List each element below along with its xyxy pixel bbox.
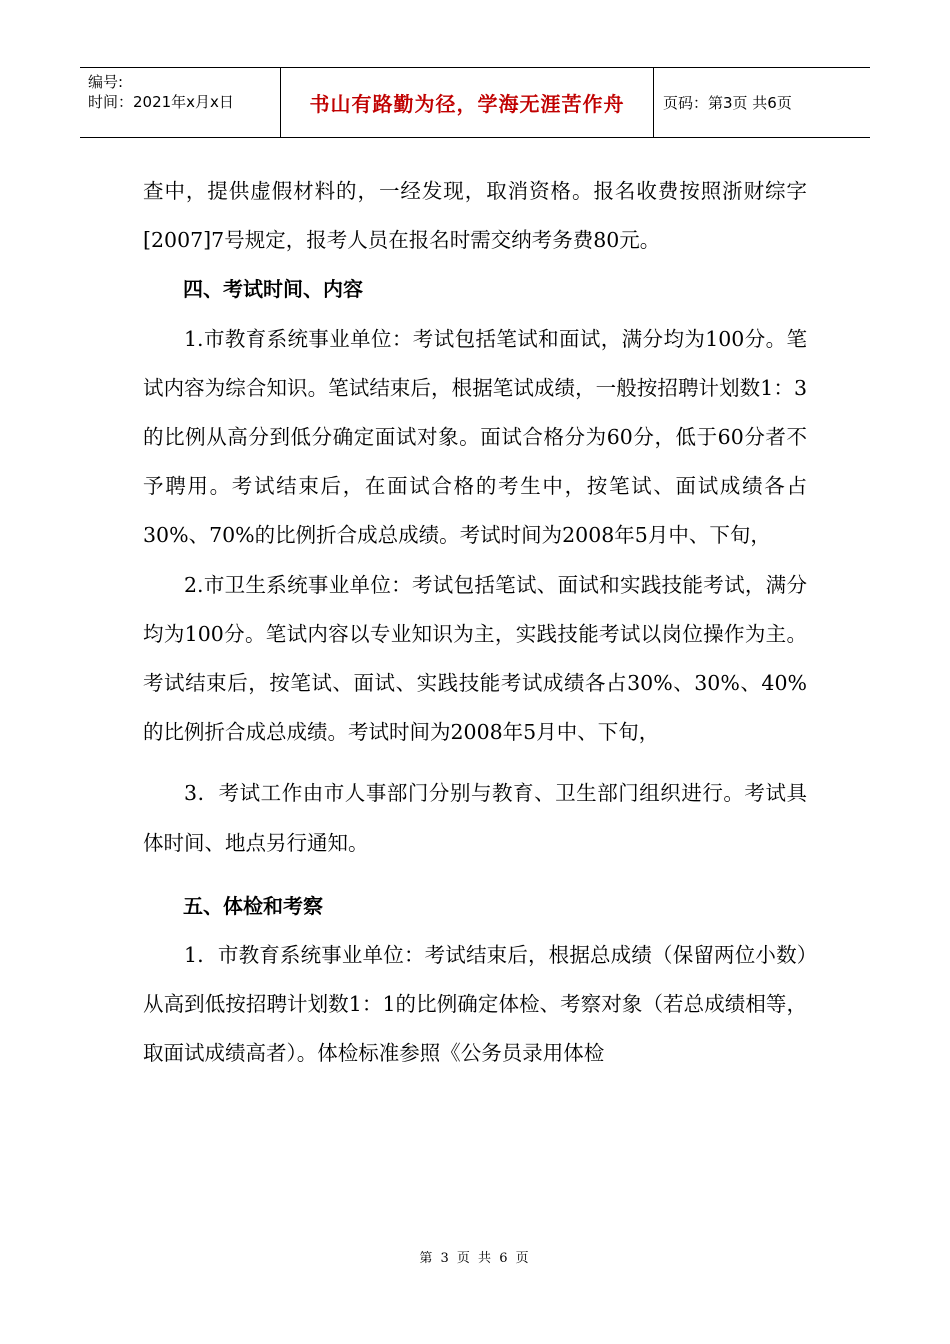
document-date: 时间：2021年x月x日 — [88, 93, 234, 111]
header-left-cell — [80, 68, 281, 137]
page-header — [80, 67, 870, 138]
paragraph-education-physical: 1．市教育系统事业单位：考试结束后，根据总成绩（保留两位小数）从高到低按招聘计划数1：1的比例确定体检、考察对象（若总成绩相等，取面试成绩高者）。体检标准参照《公务员录用体检 — [143, 943, 807, 1066]
paragraph-continuation: 查中，提供虚假材料的，一经发现，取消资格。报名收费按照浙财综字[2007]7号规定，报考人员在报名时需交纳考务费80元。 — [143, 179, 807, 253]
page-footer: 第 3 页 共 6 页 — [419, 1251, 531, 1266]
paragraph-health-exam: 2.市卫生系统事业单位：考试包括笔试、面试和实践技能考试，满分均为100分。笔试内容以专业知识为主，实践技能考试以岗位操作为主。考试结束后，按笔试、面试、实践技能考试成绩各占30%、30%、40%的比例折合成总成绩。考试时间为2008年5月中、下旬， — [143, 572, 807, 745]
header-page-info: 页码：第3页 共6页 — [663, 94, 792, 112]
header-motto: 书山有路勤为径，学海无涯苦作舟 — [281, 68, 654, 137]
paragraph-exam-organization: 3．考试工作由市人事部门分别与教育、卫生部门组织进行。考试具体时间、地点另行通知。 — [143, 781, 807, 855]
document-number-label: 编号: — [88, 73, 124, 91]
section-heading-physical-exam: 五、体检和考察 — [183, 893, 323, 918]
section-heading-exam-time: 四、考试时间、内容 — [183, 277, 363, 302]
document-body — [143, 167, 807, 1079]
paragraph-education-exam: 1.市教育系统事业单位：考试包括笔试和面试，满分均为100分。笔试内容为综合知识。笔试结束后，根据笔试成绩，一般按招聘计划数1：3的比例从高分到低分确定面试对象。面试合格分为60分，低于60分者不予聘用。考试结束后，在面试合格的考生中，按笔试、面试成绩各占30%、70%的比例折合成总成绩。考试时间为2008年5月中、下旬， — [143, 326, 807, 548]
